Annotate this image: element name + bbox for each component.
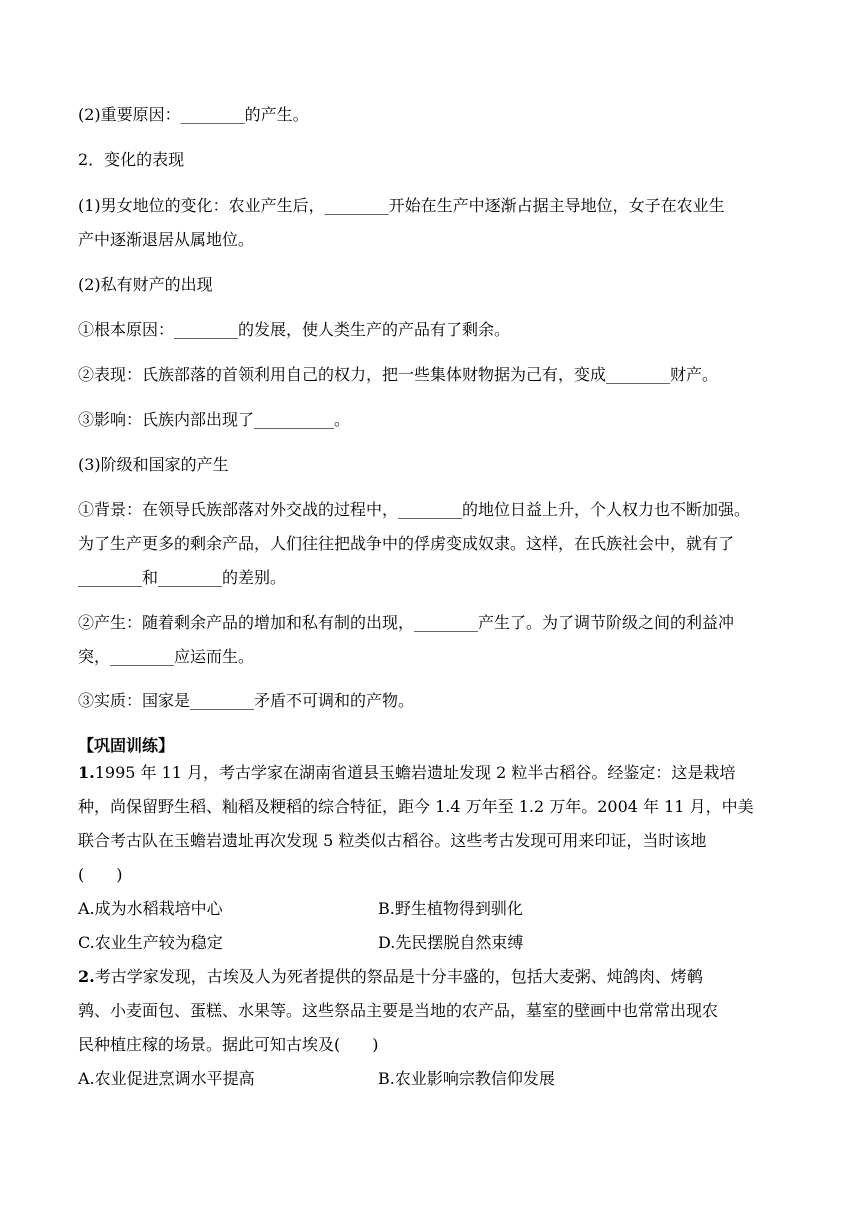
text-line: 为了生产更多的剩余产品，人们往往把战争中的俘虏变成奴隶。这样，在氏族社会中，就有了 (78, 534, 735, 553)
subsection-heading: (3)阶级和国家的产生 (78, 455, 229, 474)
option-b: B.野生植物得到驯化 (378, 899, 523, 918)
text-line: ③实质：国家是________矛盾不可调和的产物。 (78, 691, 415, 710)
exercise-heading: 【巩固训练】 (78, 736, 175, 755)
option-c: C.农业生产较为稳定 (78, 933, 223, 952)
answer-bracket: ( ) (78, 865, 123, 884)
option-d: D.先民摆脱自然束缚 (378, 933, 524, 952)
option-a: A.成为水稻栽培中心 (78, 899, 223, 918)
text-line: (1)男女地位的变化：农业产生后，________开始在生产中逐渐占据主导地位，女子在农业生 (78, 196, 725, 215)
text-line: ②表现：氏族部落的首领利用自己的权力，把一些集体财物据为己有，变成________财产。 (78, 365, 719, 384)
question-2-line: 民种植庄稼的场景。据此可知古埃及( ) (78, 1035, 379, 1054)
subsection-heading: (2)私有财产的出现 (78, 275, 213, 294)
text-line: ③影响：氏族内部出现了__________。 (78, 410, 351, 429)
question-number: 1. (78, 763, 95, 782)
question-number: 2. (78, 967, 95, 986)
question-1-line (78, 762, 735, 784)
text-line: ②产生：随着剩余产品的增加和私有制的出现，________产生了。为了调节阶级之间的利益冲 (78, 613, 735, 632)
text-line: (2)重要原因：________的产生。 (78, 105, 309, 124)
question-2-line (78, 966, 703, 988)
question-1-line: 联合考古队在玉蟾岩遗址再次发现 5 粒类似古稻谷。这些考古发现可用来印证，当时该地 (78, 831, 707, 850)
question-2-line: 鹑、小麦面包、蛋糕、水果等。这些祭品主要是当地的农产品，墓室的壁画中也常常出现农 (78, 1001, 719, 1020)
option-a: A.农业促进烹调水平提高 (78, 1069, 255, 1088)
text-line: ①根本原因：________的发展，使人类生产的产品有了剩余。 (78, 320, 511, 339)
option-b: B.农业影响宗教信仰发展 (378, 1069, 555, 1088)
question-1-line: 种，尚保留野生稻、籼稻及粳稻的综合特征，距今 1.4 万年至 1.2 万年。2004 年 11 月，中美 (78, 797, 754, 816)
section-heading: 2．变化的表现 (78, 150, 185, 169)
question-text: 1995 年 11 月，考古学家在湖南省道县玉蟾岩遗址发现 2 粒半古稻谷。经鉴定：这是栽培 (94, 763, 736, 782)
text-line: ①背景：在领导氏族部落对外交战的过程中，________的地位日益上升，个人权力也不断加强。 (78, 500, 751, 519)
text-line: ________和________的差别。 (78, 568, 287, 587)
text-line: 产中逐渐退居从属地位。 (78, 230, 255, 249)
question-text: 考古学家发现，古埃及人为死者提供的祭品是十分丰盛的，包括大麦粥、炖鸽肉、烤鹌 (94, 967, 703, 986)
text-line: 突，________应运而生。 (78, 647, 255, 666)
